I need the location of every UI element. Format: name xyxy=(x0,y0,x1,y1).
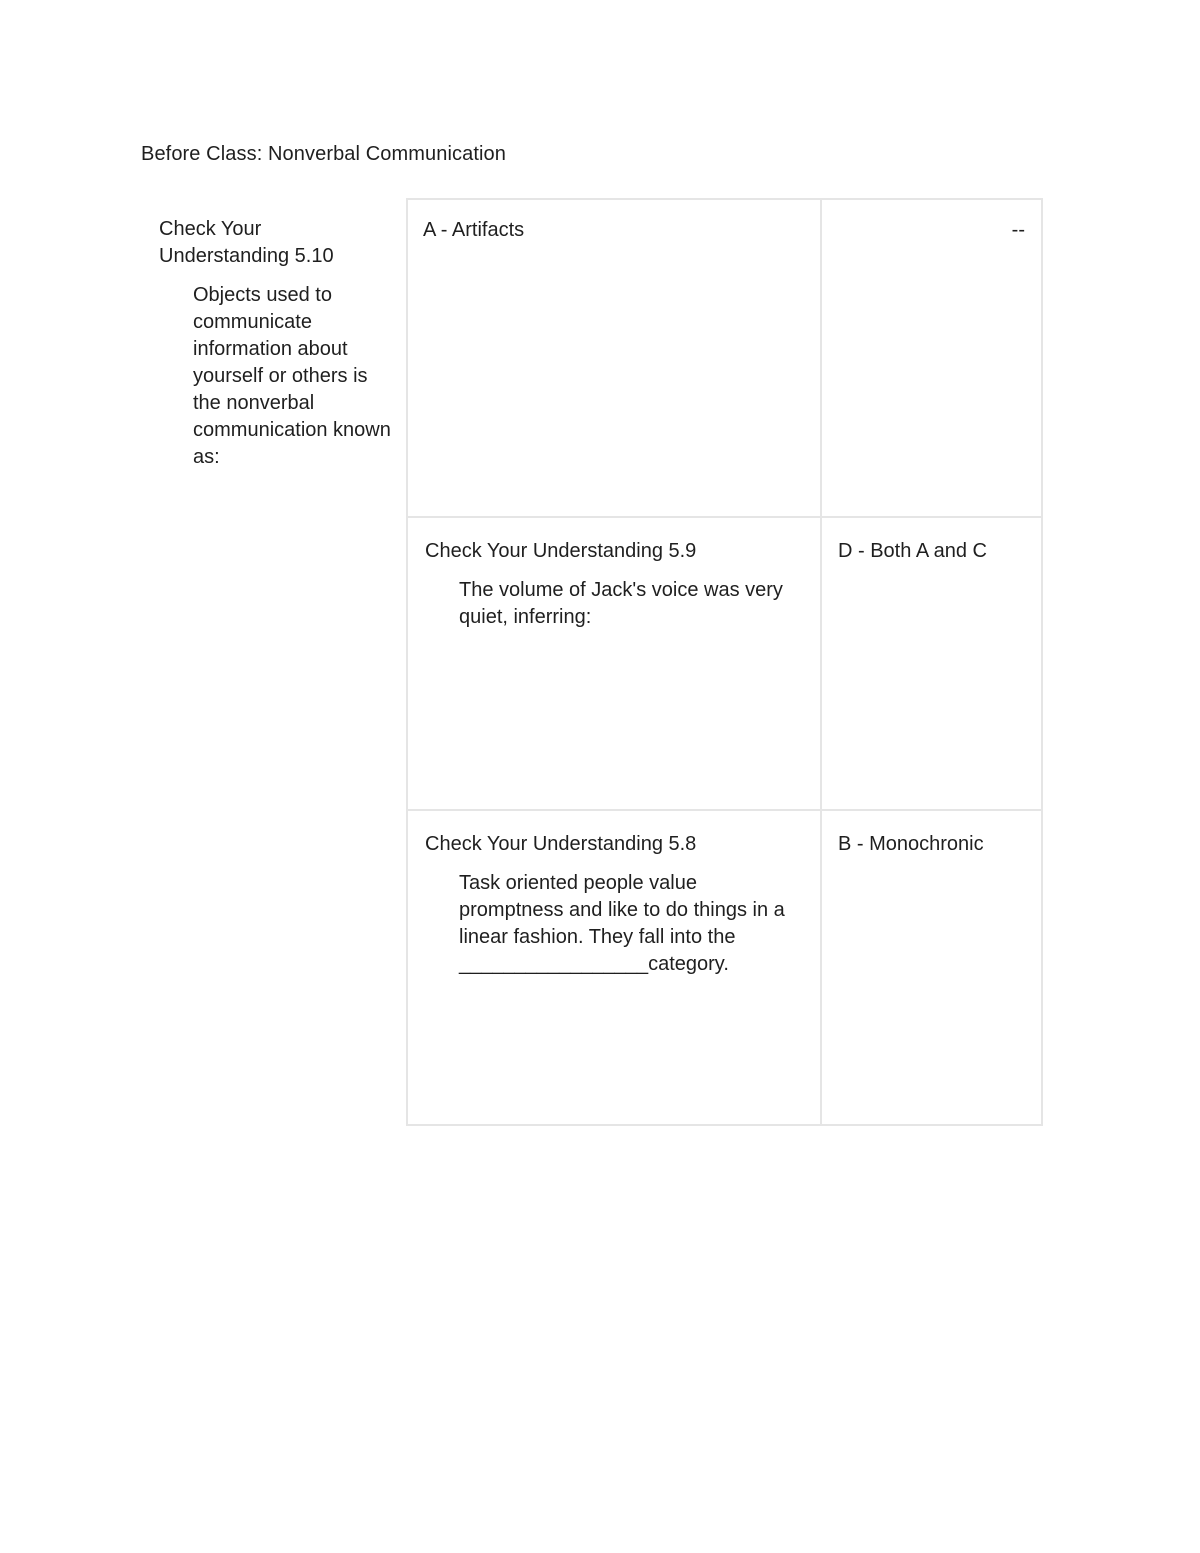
question-heading: Check Your Understanding 5.10 xyxy=(159,218,334,267)
note-text: -- xyxy=(1011,219,1025,241)
question-cell-5-8 xyxy=(406,809,822,1126)
page-title: Before Class: Nonverbal Communication xyxy=(141,143,506,165)
answer-cell-5-8 xyxy=(820,809,1043,1126)
answer-text: B - Monochronic xyxy=(838,833,984,855)
answer-cell-5-10 xyxy=(406,198,822,518)
question-heading: Check Your Understanding 5.8 xyxy=(425,833,697,855)
answer-text: D - Both A and C xyxy=(838,540,987,562)
question-text: The volume of Jack's voice was very quiet, inferring: xyxy=(459,579,783,628)
answer-text: A - Artifacts xyxy=(423,219,525,241)
question-text: Objects used to communicate information about yourself or others is the nonverbal communication known as: xyxy=(193,284,391,468)
question-cell-5-9 xyxy=(406,516,822,811)
question-cell-5-10 xyxy=(159,216,391,471)
answer-cell-5-9 xyxy=(820,516,1043,811)
question-heading: Check Your Understanding 5.9 xyxy=(425,540,697,562)
note-cell-5-10 xyxy=(820,198,1043,518)
question-text: Task oriented people value promptness and like to do things in a linear fashion. They fall into the _________________category. xyxy=(459,872,785,975)
